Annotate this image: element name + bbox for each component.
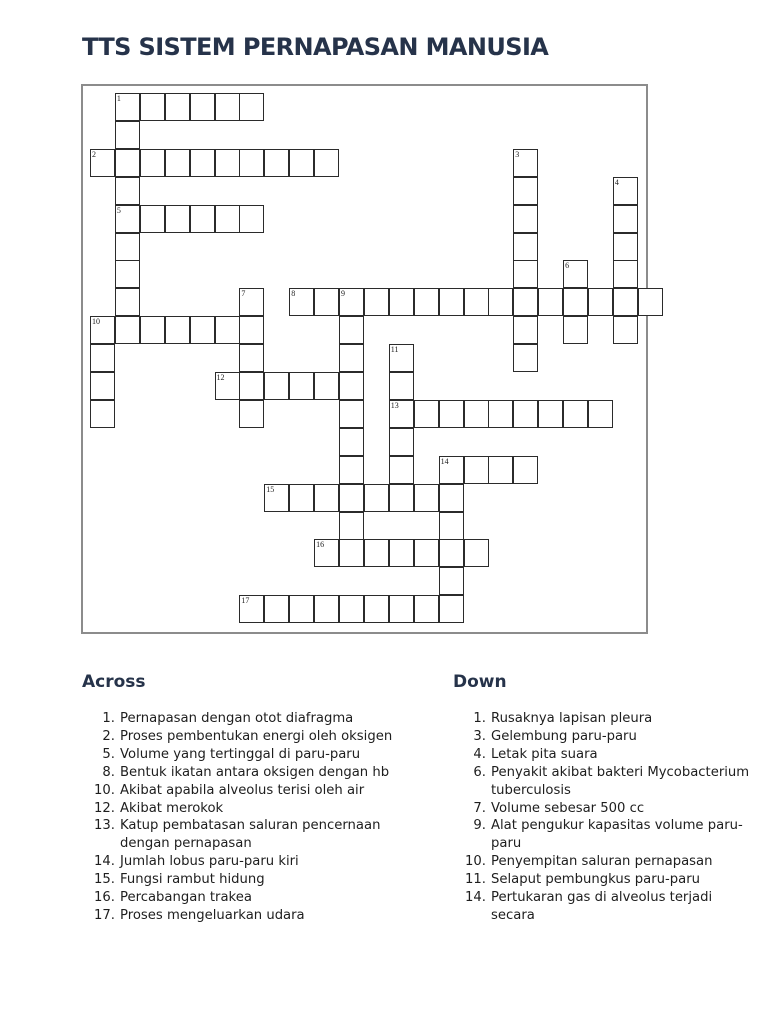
- crossword-cell[interactable]: [339, 484, 364, 512]
- crossword-cell[interactable]: [289, 149, 314, 177]
- crossword-cell[interactable]: [314, 288, 339, 316]
- clue-number: 10: [92, 317, 100, 327]
- crossword-cell[interactable]: [115, 260, 140, 288]
- clue-number: 11.: [465, 872, 486, 888]
- crossword-cell[interactable]: [439, 512, 464, 540]
- crossword-cell[interactable]: [264, 595, 289, 623]
- crossword-cell[interactable]: [439, 400, 464, 428]
- crossword-cell[interactable]: [389, 539, 414, 567]
- crossword-cell[interactable]: [414, 288, 439, 316]
- clue-text: Bentuk ikatan antara oksigen dengan hb: [120, 764, 390, 780]
- crossword-cell[interactable]: [389, 400, 414, 428]
- crossword-cell[interactable]: [314, 595, 339, 623]
- clue-text: Akibat apabila alveolus terisi oleh air: [120, 782, 365, 798]
- crossword-cell[interactable]: [289, 484, 314, 512]
- crossword-cell[interactable]: [239, 400, 264, 428]
- down-clue: [453, 817, 753, 853]
- crossword-cell[interactable]: [513, 149, 538, 177]
- down-clue-list: [453, 710, 753, 925]
- crossword-cell[interactable]: [165, 149, 190, 177]
- crossword-cell[interactable]: [464, 456, 489, 484]
- clue-text: Akibat merokok: [120, 800, 224, 816]
- down-clue: [453, 889, 753, 925]
- clue-text: Letak pita suara: [491, 746, 598, 762]
- crossword-cell[interactable]: [90, 372, 115, 400]
- across-clue: [82, 817, 412, 853]
- down-clue: [453, 871, 753, 889]
- crossword-cell[interactable]: [389, 428, 414, 456]
- crossword-cell[interactable]: [215, 205, 240, 233]
- crossword-cell[interactable]: [488, 288, 513, 316]
- crossword-cell[interactable]: [513, 260, 538, 288]
- crossword-cell[interactable]: [339, 288, 364, 316]
- down-clue: [453, 800, 753, 818]
- crossword-cell[interactable]: [464, 539, 489, 567]
- crossword-cell[interactable]: [190, 316, 215, 344]
- crossword-cell[interactable]: [339, 539, 364, 567]
- crossword-cell[interactable]: [389, 288, 414, 316]
- crossword-cell[interactable]: [239, 595, 264, 623]
- crossword-cell[interactable]: [364, 595, 389, 623]
- crossword-cell[interactable]: [140, 149, 165, 177]
- clue-number: 4: [614, 177, 619, 187]
- clue-number: 15.: [94, 872, 115, 888]
- crossword-cell[interactable]: [140, 93, 165, 121]
- clue-number: 12: [216, 373, 225, 382]
- clue-text: Penyakit akibat bakteri Mycobacterium tuberculosis: [491, 764, 750, 798]
- crossword-cell[interactable]: [588, 400, 613, 428]
- crossword-cell[interactable]: [339, 595, 364, 623]
- crossword-cell[interactable]: [339, 456, 364, 484]
- clue-text: Alat pengukur kapasitas volume paru-paru: [491, 818, 743, 852]
- clue-text: Penyempitan saluran pernapasan: [491, 854, 713, 870]
- clue-text: Proses mengeluarkan udara: [120, 907, 305, 923]
- crossword-cell[interactable]: [563, 400, 588, 428]
- crossword-cell[interactable]: [314, 372, 339, 400]
- crossword-cell[interactable]: [414, 595, 439, 623]
- crossword-cell[interactable]: [239, 288, 264, 316]
- clue-number: 17.: [94, 907, 115, 923]
- crossword-cell[interactable]: [215, 149, 240, 177]
- crossword-cell[interactable]: [264, 149, 289, 177]
- crossword-cell[interactable]: [115, 177, 140, 205]
- across-clue: [82, 853, 412, 871]
- down-clue: [453, 746, 753, 764]
- clue-number: 7: [241, 289, 246, 299]
- across-heading: Across: [82, 672, 146, 692]
- crossword-cell[interactable]: [115, 316, 140, 344]
- crossword-cell[interactable]: [314, 484, 339, 512]
- crossword-cell[interactable]: [140, 205, 165, 233]
- clue-number: 10.: [94, 782, 115, 798]
- down-clue: [453, 764, 753, 800]
- crossword-cell[interactable]: [215, 93, 240, 121]
- crossword-cell[interactable]: [90, 149, 115, 177]
- down-clue: [453, 710, 753, 728]
- clue-number: 2: [92, 149, 96, 159]
- clue-number: 7.: [473, 800, 486, 816]
- across-clue: [82, 871, 412, 889]
- across-clue: [82, 728, 412, 746]
- crossword-cell[interactable]: [115, 233, 140, 261]
- crossword-cell[interactable]: [339, 344, 364, 372]
- crossword-cell[interactable]: [215, 372, 240, 400]
- clue-number: 1.: [102, 711, 115, 726]
- crossword-cell[interactable]: [563, 260, 588, 288]
- crossword-cell[interactable]: [239, 149, 264, 177]
- crossword-cell[interactable]: [90, 344, 115, 372]
- crossword-cell[interactable]: [613, 205, 638, 233]
- crossword-cell[interactable]: [289, 288, 314, 316]
- crossword-cell[interactable]: [165, 205, 190, 233]
- clue-text: Rusaknya lapisan pleura: [491, 711, 653, 726]
- crossword-cell[interactable]: [464, 288, 489, 316]
- clue-text: Jumlah lobus paru-paru kiri: [120, 854, 299, 870]
- clue-number: 5.: [102, 746, 115, 762]
- clue-number: 17: [241, 596, 250, 606]
- crossword-cell[interactable]: [339, 400, 364, 428]
- crossword-cell[interactable]: [115, 288, 140, 316]
- clue-number: 3.: [473, 728, 486, 744]
- down-clue: [453, 728, 753, 746]
- clue-number: 9.: [473, 818, 486, 834]
- crossword-cell[interactable]: [90, 316, 115, 344]
- crossword-cell[interactable]: [613, 233, 638, 261]
- crossword-cell[interactable]: [314, 149, 339, 177]
- crossword-cell[interactable]: [364, 288, 389, 316]
- crossword-cell[interactable]: [613, 260, 638, 288]
- clue-text: Gelembung paru-paru: [491, 728, 637, 744]
- crossword-cell[interactable]: [215, 316, 240, 344]
- clue-number: 11: [390, 345, 399, 355]
- clue-number: 16: [316, 540, 325, 550]
- crossword-cell[interactable]: [339, 512, 364, 540]
- crossword-cell[interactable]: [190, 149, 215, 177]
- crossword-cell[interactable]: [314, 539, 339, 567]
- clue-number: 5: [116, 205, 121, 215]
- crossword-cell[interactable]: [414, 484, 439, 512]
- crossword-cell[interactable]: [239, 316, 264, 344]
- crossword-cell[interactable]: [513, 177, 538, 205]
- crossword-cell[interactable]: [165, 316, 190, 344]
- clue-number: 10.: [465, 854, 486, 870]
- crossword-cell[interactable]: [239, 205, 264, 233]
- crossword-cell[interactable]: [414, 400, 439, 428]
- crossword-cell[interactable]: [613, 177, 638, 205]
- crossword-cell[interactable]: [389, 456, 414, 484]
- across-clue: [82, 782, 412, 800]
- crossword-cell[interactable]: [439, 595, 464, 623]
- crossword-cell[interactable]: [439, 484, 464, 512]
- crossword-cell[interactable]: [389, 372, 414, 400]
- crossword-cell[interactable]: [513, 456, 538, 484]
- clue-text: Pernapasan dengan otot diafragma: [120, 711, 354, 726]
- crossword-cell[interactable]: [115, 121, 140, 149]
- across-clue: [82, 710, 412, 728]
- clue-number: 6: [565, 261, 570, 271]
- clue-number: 8: [291, 289, 296, 299]
- clue-number: 3: [515, 149, 520, 159]
- crossword-cell[interactable]: [289, 595, 314, 623]
- across-clue: [82, 907, 412, 925]
- crossword-cell[interactable]: [538, 288, 563, 316]
- clue-text: Pertukaran gas di alveolus terjadi secara: [491, 890, 713, 923]
- clue-text: Selaput pembungkus paru-paru: [491, 872, 700, 888]
- crossword-cell[interactable]: [339, 428, 364, 456]
- clue-text: Percabangan trakea: [120, 890, 252, 906]
- crossword-cell[interactable]: [389, 595, 414, 623]
- clue-number: 14.: [94, 854, 115, 870]
- crossword-cell[interactable]: [538, 400, 563, 428]
- crossword-cell[interactable]: [264, 372, 289, 400]
- page-title: TTS SISTEM PERNAPASAN MANUSIA: [82, 33, 549, 61]
- crossword-cell[interactable]: [389, 484, 414, 512]
- clue-number: 13.: [94, 818, 115, 834]
- clue-text: Fungsi rambut hidung: [120, 872, 265, 888]
- clue-number: 2.: [102, 728, 115, 744]
- clue-text: Proses pembentukan energi oleh oksigen: [120, 728, 393, 744]
- crossword-cell[interactable]: [488, 400, 513, 428]
- crossword-cell[interactable]: [115, 93, 140, 121]
- clue-number: 12.: [94, 800, 115, 816]
- crossword-cell[interactable]: [289, 372, 314, 400]
- crossword-cell[interactable]: [613, 316, 638, 344]
- crossword-cell[interactable]: [339, 372, 364, 400]
- down-heading: Down: [453, 672, 507, 692]
- crossword-cell[interactable]: [115, 205, 140, 233]
- crossword-cell[interactable]: [563, 316, 588, 344]
- crossword-cell[interactable]: [439, 456, 464, 484]
- clue-number: 14.: [465, 890, 486, 906]
- clue-number: 4.: [473, 746, 486, 762]
- clue-number: 1: [116, 94, 121, 103]
- crossword-cell[interactable]: [588, 288, 613, 316]
- crossword-cell[interactable]: [488, 456, 513, 484]
- crossword-cell[interactable]: [513, 316, 538, 344]
- crossword-cell[interactable]: [239, 344, 264, 372]
- crossword-cell[interactable]: [513, 400, 538, 428]
- clue-number: 13: [390, 400, 399, 410]
- crossword-cell[interactable]: [513, 288, 538, 316]
- crossword-cell[interactable]: [439, 539, 464, 567]
- crossword-cell[interactable]: [414, 539, 439, 567]
- crossword-cell[interactable]: [464, 400, 489, 428]
- clue-number: 14: [440, 456, 449, 466]
- crossword-cell[interactable]: [389, 344, 414, 372]
- crossword-cell[interactable]: [563, 288, 588, 316]
- clue-number: 9: [341, 289, 345, 299]
- across-clue: [82, 889, 412, 907]
- crossword-cell[interactable]: [439, 288, 464, 316]
- clue-text: Volume yang tertinggal di paru-paru: [120, 746, 361, 762]
- clue-text: Volume sebesar 500 cc: [491, 800, 645, 816]
- crossword-cell[interactable]: [638, 288, 663, 316]
- crossword-cell[interactable]: [513, 344, 538, 372]
- crossword-cell[interactable]: [190, 93, 215, 121]
- crossword-cell[interactable]: [364, 539, 389, 567]
- down-clue: [453, 853, 753, 871]
- clue-number: 8.: [102, 764, 115, 780]
- crossword-cell[interactable]: [613, 288, 638, 316]
- crossword-cell[interactable]: [165, 93, 190, 121]
- clue-number: 15: [266, 484, 275, 494]
- across-clue-list: [82, 710, 412, 925]
- crossword-cell[interactable]: [264, 484, 289, 512]
- clue-number: 6.: [473, 764, 486, 780]
- clue-text: Katup pembatasan saluran pencernaan dengan pernapasan: [120, 818, 381, 852]
- crossword-cell[interactable]: [115, 149, 140, 177]
- crossword-cell[interactable]: [513, 233, 538, 261]
- clue-number: 16.: [94, 890, 115, 906]
- crossword-cell[interactable]: [239, 372, 264, 400]
- crossword-cell[interactable]: [90, 400, 115, 428]
- crossword-cell[interactable]: [190, 205, 215, 233]
- clue-number: 1.: [473, 711, 486, 726]
- crossword-cell[interactable]: [239, 93, 264, 121]
- across-clue: [82, 800, 412, 818]
- crossword-cell[interactable]: [364, 484, 389, 512]
- crossword-cell[interactable]: [339, 316, 364, 344]
- across-clue: [82, 746, 412, 764]
- crossword-cell[interactable]: [439, 567, 464, 595]
- across-clue: [82, 764, 412, 782]
- crossword-cell[interactable]: [513, 205, 538, 233]
- crossword-cell[interactable]: [140, 316, 165, 344]
